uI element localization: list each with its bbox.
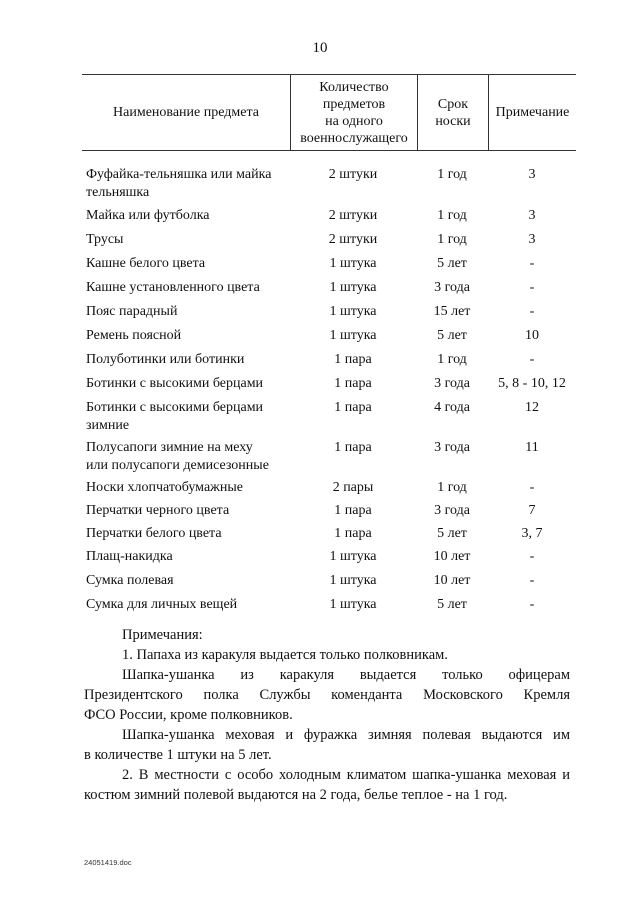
item-note: 3 [528,232,536,247]
item-quantity: 2 штуки [328,167,378,182]
item-term: 4 года [434,400,470,415]
table-body [82,166,576,620]
item-term: 10 лет [433,549,471,564]
items-table [82,74,576,620]
footer-filename: 24051419.doc [84,858,132,867]
item-term: 1 год [437,480,467,495]
header-note: Примечание [495,105,570,120]
table-row [82,548,576,572]
table-row [82,351,576,375]
item-note: 3, 7 [521,526,543,541]
note-paragraph: 2. В местности с особо холодным климатом шапка-ушанка меховая и [122,767,570,783]
item-quantity: 1 штука [329,549,377,564]
item-term: 15 лет [433,304,471,319]
item-name: Фуфайка-тельняшка или майка тельняшка [86,167,272,200]
item-term: 1 год [437,208,467,223]
item-note: - [529,549,535,564]
item-name: Плащ-накидка [86,549,173,564]
item-note: - [529,597,535,612]
table-row [82,231,576,255]
item-name: Ремень поясной [86,328,182,343]
item-name: Носки хлопчатобумажные [86,480,243,495]
item-name: Сумка полевая [86,573,174,588]
item-quantity: 1 штука [329,573,377,588]
item-quantity: 1 пара [334,526,372,541]
item-quantity: 1 пара [334,400,372,415]
item-note: - [529,573,535,588]
item-term: 3 года [434,280,470,295]
table-row [82,166,576,207]
note-paragraph: ФСО России, кроме полковников. [84,707,293,723]
note-paragraph: 1. Папаха из каракуля выдается только полковникам. [122,647,448,663]
table-row [82,279,576,303]
item-note: 10 [525,328,539,343]
item-term: 1 год [437,167,467,182]
item-quantity: 1 пара [334,376,372,391]
notes-section [84,625,570,805]
item-name: Трусы [86,232,124,247]
note-paragraph: Президентского полка Службы коменданта Московского Кремля [84,687,570,703]
table-row [82,255,576,279]
table-row [82,525,576,548]
note-paragraph: Шапка-ушанка из каракуля выдается только офицерам [122,667,570,683]
item-name: Перчатки белого цвета [86,526,222,541]
item-note: - [529,352,535,367]
item-term: 1 год [437,352,467,367]
item-name: Перчатки черного цвета [86,503,230,518]
item-quantity: 1 пара [334,503,372,518]
item-term: 5 лет [437,328,467,343]
item-quantity: 1 пара [334,352,372,367]
item-quantity: 2 штуки [328,232,378,247]
item-note: 5, 8 - 10, 12 [498,376,566,391]
item-name: Полуботинки или ботинки [86,352,245,367]
item-quantity: 1 штука [329,597,377,612]
item-term: 3 года [434,376,470,391]
table-row [82,439,576,479]
item-quantity: 1 штука [329,304,377,319]
header-quantity: Количество предметов на одного военнослужащего [300,79,408,146]
table-row [82,596,576,620]
notes-heading: Примечания: [122,627,203,643]
item-quantity: 1 штука [329,328,377,343]
item-name: Полусапоги зимние на меху или полусапоги демисезонные [86,440,269,473]
item-term: 5 лет [437,256,467,271]
item-note: 7 [528,503,536,518]
table-header [82,74,576,151]
item-name: Майка или футболка [86,208,210,223]
table-row [82,479,576,502]
item-quantity: 1 штука [329,256,377,271]
item-name: Кашне белого цвета [86,256,206,271]
item-name: Кашне установленного цвета [86,280,260,295]
note-paragraph: Шапка-ушанка меховая и фуражка зимняя полевая выдаются им [122,727,570,743]
item-quantity: 2 пары [332,480,374,495]
note-paragraph: в количестве 1 штуки на 5 лет. [84,747,272,763]
item-note: - [529,304,535,319]
item-note: 12 [525,400,539,415]
item-quantity: 1 пара [334,440,372,455]
table-row [82,502,576,525]
page-number: 10 [312,40,328,56]
item-name: Пояс парадный [86,304,178,319]
item-note: - [529,256,535,271]
item-name: Сумка для личных вещей [86,597,238,612]
item-note: - [529,280,535,295]
table-row [82,327,576,351]
header-name: Наименование предмета [113,105,259,120]
item-note: - [529,480,535,495]
item-note: 3 [528,208,536,223]
item-term: 1 год [437,232,467,247]
item-quantity: 2 штуки [328,208,378,223]
item-name: Ботинки с высокими берцами зимние [86,400,264,433]
item-term: 5 лет [437,526,467,541]
item-term: 10 лет [433,573,471,588]
item-term: 3 года [434,440,470,455]
table-row [82,399,576,439]
table-row [82,207,576,231]
item-name: Ботинки с высокими берцами [86,376,264,391]
item-term: 5 лет [437,597,467,612]
note-paragraph: костюм зимний полевой выдаются на 2 года, белье теплое - на 1 год. [84,787,508,803]
table-row [82,572,576,596]
item-note: 3 [528,167,536,182]
item-quantity: 1 штука [329,280,377,295]
table-row [82,303,576,327]
header-term: Срок носки [435,96,471,129]
item-term: 3 года [434,503,470,518]
item-note: 11 [525,440,539,455]
table-row [82,375,576,399]
